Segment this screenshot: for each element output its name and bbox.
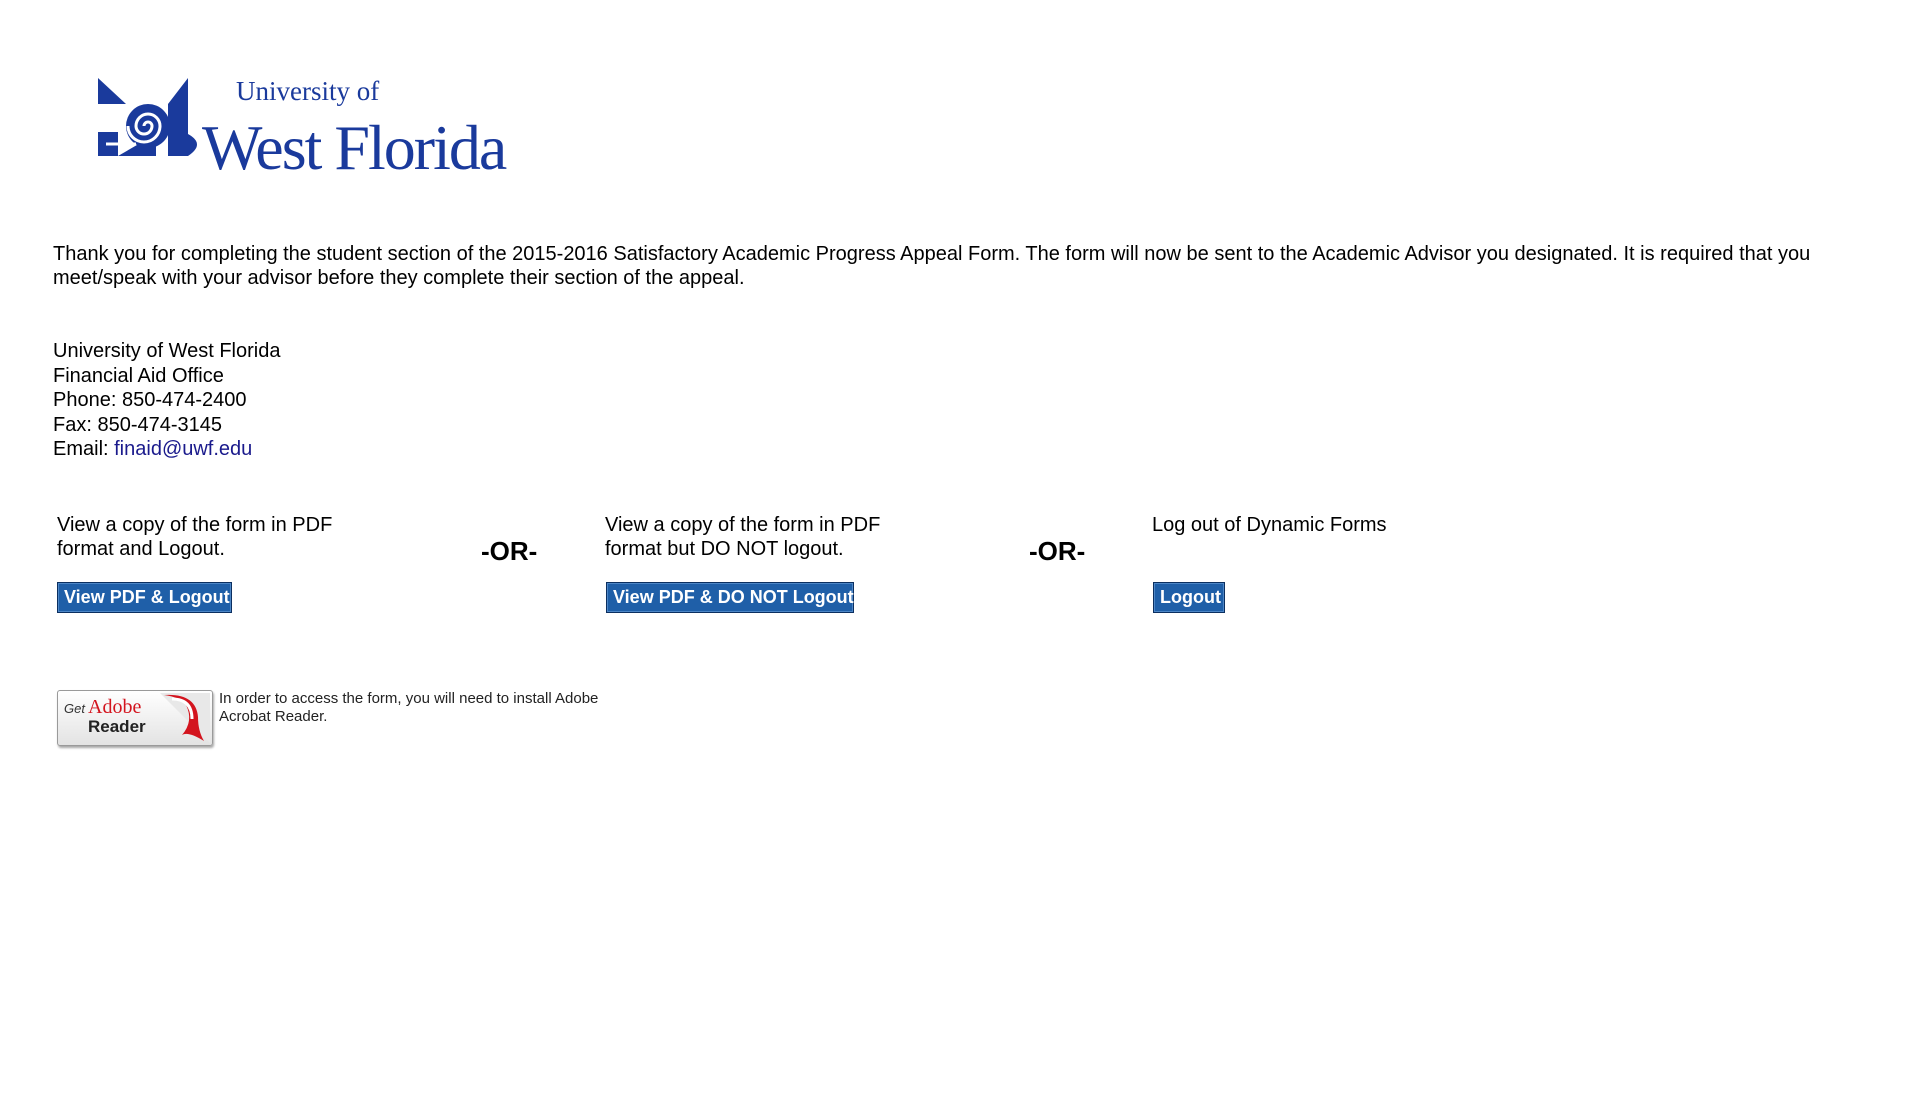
adobe-product-text: Reader xyxy=(88,717,146,736)
contact-email-label: Email: xyxy=(53,438,115,460)
contact-phone: Phone: 850-474-2400 xyxy=(53,389,247,411)
get-adobe-reader-button[interactable] xyxy=(57,690,213,746)
adobe-install-note: In order to access the form, you will need to install Adobe Acrobat Reader. xyxy=(219,690,599,725)
view-pdf-logout-button[interactable]: View PDF & Logout xyxy=(57,582,232,613)
intro-message: Thank you for completing the student section of the 2015-2016 Satisfactory Academic Progress Appeal Form. The form will now be sent to the Academic Advisor you designated. It is required that you meet/speak with your advisor before they complete their section of the appeal. xyxy=(53,243,1811,289)
logo-line1: University of xyxy=(236,76,380,106)
or-separator: -OR- xyxy=(481,536,538,566)
adobe-reader-icon xyxy=(152,691,212,745)
uwf-logo xyxy=(96,74,536,174)
email-link[interactable]: finaid@uwf.edu xyxy=(114,438,253,460)
option-description: View a copy of the form in PDF format and Logout. xyxy=(57,514,333,560)
logout-button[interactable]: Logout xyxy=(1153,582,1225,613)
contact-fax: Fax: 850-474-3145 xyxy=(53,413,223,436)
or-separator: -OR- xyxy=(1029,536,1086,566)
contact-organization: University of West Florida xyxy=(53,340,281,362)
contact-email-row xyxy=(53,437,280,462)
option-view-pdf-logout xyxy=(57,513,377,561)
option-description: Log out of Dynamic Forms xyxy=(1152,514,1387,536)
adobe-get-text: Get xyxy=(64,701,85,716)
option-view-pdf-no-logout xyxy=(605,513,925,561)
option-logout xyxy=(1152,513,1472,537)
option-description: View a copy of the form in PDF format but DO NOT logout. xyxy=(605,514,881,560)
contact-block xyxy=(53,339,280,462)
adobe-brand-text: Adobe xyxy=(88,696,142,718)
view-pdf-no-logout-button[interactable]: View PDF & DO NOT Logout xyxy=(606,582,854,613)
logo-line2: West Florida xyxy=(202,112,506,174)
uwf-nautilus-logo-icon xyxy=(96,74,536,174)
contact-office: Financial Aid Office xyxy=(53,364,224,387)
